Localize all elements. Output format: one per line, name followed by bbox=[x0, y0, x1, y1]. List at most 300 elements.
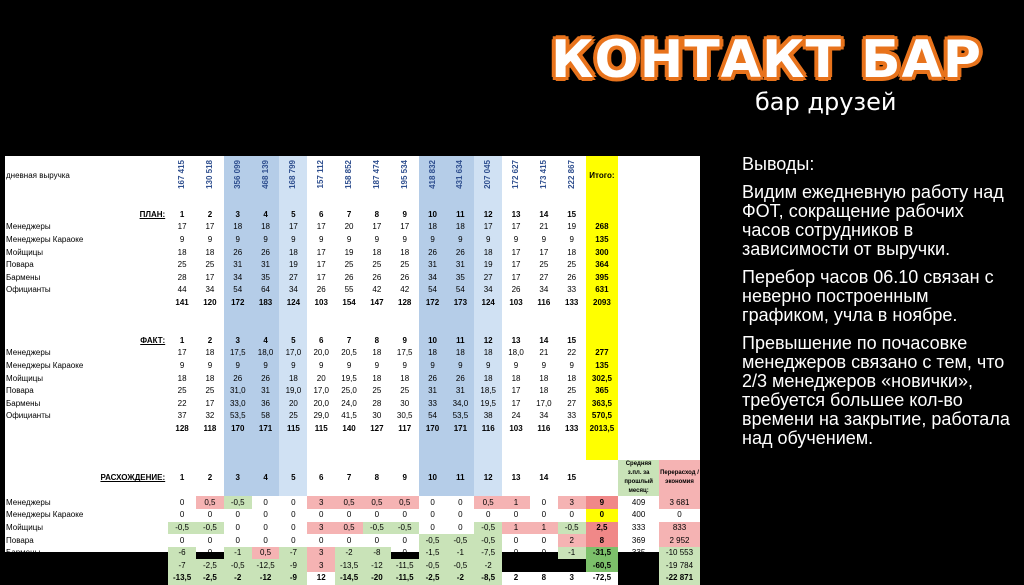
total-cell: 120 bbox=[203, 298, 217, 308]
empty-cell bbox=[224, 196, 252, 209]
value-cell: 35 bbox=[252, 272, 280, 285]
row-total: 0 bbox=[586, 509, 619, 522]
overspend-total: -22 871 bbox=[659, 572, 700, 585]
value-cell: 18 bbox=[511, 373, 521, 383]
row-label: Мойщицы bbox=[6, 247, 44, 257]
day-number: 7 bbox=[346, 473, 352, 483]
day-number: 12 bbox=[474, 209, 502, 222]
value-cell: 17 bbox=[205, 222, 215, 232]
day-number: 1 bbox=[179, 335, 185, 345]
row-label: Повара bbox=[6, 260, 34, 270]
value-cell: 41,5 bbox=[341, 411, 357, 421]
empty-cell bbox=[335, 435, 363, 448]
total-cell: 170 bbox=[224, 423, 252, 436]
fact-section-label: ФАКТ: bbox=[140, 335, 166, 345]
value-cell: 25 bbox=[400, 260, 410, 270]
value-cell: 24 bbox=[511, 411, 521, 421]
empty-cell bbox=[618, 209, 659, 222]
value-cell: 0 bbox=[346, 510, 352, 520]
value-cell: 0 bbox=[541, 560, 547, 570]
empty-cell bbox=[196, 448, 224, 461]
empty-cell bbox=[391, 448, 419, 461]
empty-cell bbox=[474, 448, 502, 461]
empty-cell bbox=[196, 309, 224, 322]
total-cell: 116 bbox=[537, 298, 551, 308]
value-cell: 0 bbox=[179, 535, 185, 545]
empty-cell bbox=[659, 284, 700, 297]
value-cell: 17 bbox=[177, 222, 187, 232]
value-cell: 26 bbox=[252, 372, 280, 385]
empty-cell bbox=[307, 322, 335, 335]
empty-cell bbox=[659, 398, 700, 411]
value-cell: 9 bbox=[374, 361, 380, 371]
row-total: 363,5 bbox=[586, 398, 619, 411]
empty-cell bbox=[168, 448, 196, 461]
empty-cell bbox=[279, 435, 307, 448]
empty-cell bbox=[335, 322, 363, 335]
row-label: Повара bbox=[6, 535, 34, 545]
table-row bbox=[5, 360, 700, 373]
value-cell: 0 bbox=[458, 522, 463, 532]
value-cell: -8 bbox=[363, 547, 391, 560]
row-label: Мойщицы bbox=[6, 522, 44, 532]
empty-cell bbox=[446, 196, 474, 209]
empty-cell bbox=[196, 196, 224, 209]
day-number: 14 bbox=[539, 473, 549, 483]
revenue-value: 356 099 bbox=[232, 159, 242, 189]
value-cell: 17 bbox=[511, 272, 521, 282]
empty-cell bbox=[586, 196, 619, 209]
total-cell: 103 bbox=[509, 298, 523, 308]
value-cell: 19,5 bbox=[341, 373, 357, 383]
value-cell: -0,5 bbox=[446, 559, 474, 572]
value-cell: 9 bbox=[569, 361, 574, 371]
row-total: 2,5 bbox=[586, 522, 619, 535]
value-cell: 31 bbox=[252, 259, 280, 272]
total-cell: 124 bbox=[474, 297, 502, 310]
value-cell: 19,5 bbox=[474, 398, 502, 411]
empty-cell bbox=[279, 322, 307, 335]
total-cell: 103 bbox=[509, 423, 523, 433]
total-cell: 115 bbox=[314, 423, 328, 433]
total-cell: 124 bbox=[279, 297, 307, 310]
day-number: 5 bbox=[279, 460, 307, 496]
empty-cell bbox=[618, 347, 659, 360]
value-cell: 27 bbox=[279, 272, 307, 285]
value-cell: 9 bbox=[474, 360, 502, 373]
overspend-header: Перерасход / экономия bbox=[659, 460, 700, 496]
value-cell: 0 bbox=[291, 535, 296, 545]
day-number: 8 bbox=[374, 209, 380, 219]
day-number: 13 bbox=[511, 473, 521, 483]
value-cell: 0 bbox=[541, 548, 547, 558]
empty-cell bbox=[391, 196, 419, 209]
total-cell: 172 bbox=[224, 297, 252, 310]
value-cell: 0,5 bbox=[474, 496, 502, 509]
value-cell: 18 bbox=[224, 221, 252, 234]
value-cell: 20,0 bbox=[313, 398, 330, 408]
value-cell: 18 bbox=[372, 348, 382, 358]
day-number: 6 bbox=[319, 335, 324, 345]
value-cell: 17 bbox=[539, 247, 549, 257]
value-cell: 0 bbox=[374, 535, 380, 545]
empty-cell bbox=[446, 309, 474, 322]
value-cell: 26 bbox=[419, 246, 447, 259]
value-cell: 1 bbox=[502, 496, 530, 509]
total-cell: 154 bbox=[342, 298, 356, 308]
value-cell: 19 bbox=[344, 247, 354, 257]
day-number: 10 bbox=[419, 209, 447, 222]
value-cell: 17 bbox=[316, 272, 326, 282]
empty-cell bbox=[307, 435, 335, 448]
value-cell: 34 bbox=[539, 285, 549, 295]
empty-cell bbox=[252, 309, 280, 322]
total-cell: 147 bbox=[370, 298, 384, 308]
empty-cell bbox=[279, 196, 307, 209]
empty-cell bbox=[618, 221, 659, 234]
empty-cell bbox=[586, 309, 619, 322]
value-cell: 0 bbox=[430, 497, 435, 507]
value-cell: 17,0 bbox=[536, 398, 552, 408]
empty-cell bbox=[659, 372, 700, 385]
revenue-value: 468 139 bbox=[260, 159, 270, 189]
row-total: 570,5 bbox=[586, 410, 619, 423]
table-row bbox=[5, 259, 700, 272]
value-cell: 0,5 bbox=[391, 496, 419, 509]
value-cell: 25 bbox=[539, 260, 549, 270]
value-cell: 18 bbox=[539, 373, 549, 383]
value-cell: 64 bbox=[252, 284, 280, 297]
revenue-value: 187 474 bbox=[371, 159, 381, 189]
day-number: 8 bbox=[374, 473, 380, 483]
row-label: Официанты bbox=[6, 560, 51, 570]
overspend-value: -19 784 bbox=[659, 559, 700, 572]
value-cell: 17,0 bbox=[313, 386, 330, 396]
value-cell: 34 bbox=[419, 272, 447, 285]
row-label: Менеджеры bbox=[6, 348, 51, 358]
value-cell: 42 bbox=[400, 285, 410, 295]
value-cell: 25 bbox=[372, 260, 382, 270]
value-cell: 18,0 bbox=[252, 347, 280, 360]
empty-cell bbox=[502, 322, 530, 335]
value-cell: 0 bbox=[207, 510, 213, 520]
value-cell: -2 bbox=[335, 547, 363, 560]
value-cell: 0 bbox=[485, 510, 491, 520]
value-cell: 19 bbox=[279, 259, 307, 272]
revenue-value: 168 799 bbox=[288, 159, 298, 189]
conclusion-3: Превышение по почасовке менеджеров связано с тем, что 2/3 менеджеров «новички», требуется большее кол-во времени на закрытие, работала над обучением. bbox=[742, 333, 1010, 448]
row-total: 300 bbox=[586, 246, 619, 259]
avg-salary: 333 bbox=[631, 522, 646, 532]
value-cell: 54 bbox=[224, 284, 252, 297]
empty-cell bbox=[307, 196, 335, 209]
total-cell: 127 bbox=[370, 423, 384, 433]
value-cell: 17 bbox=[511, 247, 521, 257]
empty-cell bbox=[558, 435, 586, 448]
value-cell: 18 bbox=[205, 348, 215, 358]
value-cell: 3 bbox=[558, 496, 586, 509]
empty-cell bbox=[307, 448, 335, 461]
value-cell: 34 bbox=[279, 284, 307, 297]
value-cell: 17 bbox=[474, 221, 502, 234]
overspend-value: 3 681 bbox=[659, 496, 700, 509]
row-total: 277 bbox=[586, 347, 619, 360]
value-cell: 0 bbox=[263, 497, 268, 507]
value-cell: 0 bbox=[179, 497, 185, 507]
value-cell: 20,5 bbox=[341, 348, 357, 358]
empty-cell bbox=[279, 309, 307, 322]
empty-cell bbox=[618, 385, 659, 398]
value-cell: 18 bbox=[177, 247, 187, 257]
value-cell: 17 bbox=[372, 222, 382, 232]
row-label: Повара bbox=[6, 386, 34, 396]
value-cell: 19 bbox=[474, 259, 502, 272]
day-number: 10 bbox=[419, 335, 447, 348]
avg-salary-header: Средняя з.пл. за прошлый месяц: bbox=[618, 460, 659, 496]
total-cell: 118 bbox=[203, 423, 217, 433]
value-cell: 3 bbox=[307, 496, 335, 509]
value-cell: 21 bbox=[539, 348, 549, 358]
total-cell: 171 bbox=[252, 423, 280, 436]
value-cell: 0 bbox=[207, 535, 213, 545]
empty-cell bbox=[659, 309, 700, 322]
value-cell: 3 bbox=[307, 522, 335, 535]
row-total: -60,5 bbox=[586, 559, 619, 572]
value-cell: 0 bbox=[541, 535, 547, 545]
value-cell: 34 bbox=[205, 285, 215, 295]
row-label: Официанты bbox=[6, 285, 51, 295]
total-cell: 103 bbox=[314, 298, 328, 308]
empty-cell bbox=[586, 448, 619, 461]
value-cell: 9 bbox=[474, 234, 502, 247]
value-cell: 0,5 bbox=[335, 496, 363, 509]
value-cell: 26 bbox=[446, 372, 474, 385]
value-cell: 0 bbox=[541, 497, 547, 507]
table-row bbox=[5, 398, 700, 411]
empty-cell bbox=[659, 385, 700, 398]
value-cell: 31 bbox=[419, 385, 447, 398]
day-number: 1 bbox=[179, 209, 185, 219]
total-cell: 183 bbox=[252, 297, 280, 310]
value-cell: 17,0 bbox=[279, 347, 307, 360]
day-number: 10 bbox=[419, 460, 447, 496]
empty-cell bbox=[618, 448, 659, 461]
value-cell: 9 bbox=[207, 235, 213, 245]
overspend-value: 2 952 bbox=[659, 534, 700, 547]
value-cell: 17 bbox=[511, 222, 521, 232]
revenue-label: дневная выручка bbox=[6, 171, 70, 180]
value-cell: 26 bbox=[372, 272, 382, 282]
value-cell: 9 bbox=[252, 360, 280, 373]
revenue-value: 130 518 bbox=[204, 159, 214, 189]
total-cell: 12 bbox=[307, 572, 335, 585]
value-cell: 0 bbox=[402, 510, 407, 520]
empty-cell bbox=[618, 398, 659, 411]
value-cell: -0,5 bbox=[419, 534, 447, 547]
empty-cell bbox=[618, 360, 659, 373]
empty-cell bbox=[446, 448, 474, 461]
fact-totals-row bbox=[5, 423, 700, 436]
value-cell: 0 bbox=[402, 535, 407, 545]
revenue-cell bbox=[502, 156, 530, 196]
value-cell: 17,5 bbox=[396, 348, 413, 358]
value-cell: 36 bbox=[252, 398, 280, 411]
empty-cell bbox=[586, 322, 619, 335]
value-cell: 54 bbox=[419, 410, 447, 423]
row-total: 268 bbox=[586, 221, 619, 234]
day-number: 15 bbox=[567, 473, 577, 483]
empty-cell bbox=[530, 448, 558, 461]
total-cell: -9 bbox=[279, 572, 307, 585]
value-cell: 27 bbox=[474, 272, 502, 285]
value-cell: 26 bbox=[316, 285, 326, 295]
table-row bbox=[5, 347, 700, 360]
value-cell: 22 bbox=[177, 398, 187, 408]
day-number: 9 bbox=[402, 473, 407, 483]
value-cell: 33 bbox=[567, 411, 577, 421]
value-cell: 18 bbox=[205, 373, 215, 383]
empty-cell bbox=[502, 448, 530, 461]
value-cell: 19,0 bbox=[279, 385, 307, 398]
value-cell: 0 bbox=[430, 510, 435, 520]
value-cell: 38 bbox=[474, 410, 502, 423]
value-cell: -1 bbox=[224, 547, 252, 560]
empty-cell bbox=[168, 322, 196, 335]
value-cell: 17,5 bbox=[224, 347, 252, 360]
revenue-cell bbox=[168, 156, 196, 196]
empty-cell bbox=[659, 297, 700, 310]
total-cell: -2,5 bbox=[196, 572, 224, 585]
total-cell: -2 bbox=[224, 572, 252, 585]
empty-cell bbox=[618, 372, 659, 385]
empty-cell bbox=[5, 435, 168, 448]
table-row bbox=[5, 221, 700, 234]
day-number: 14 bbox=[539, 335, 549, 345]
row-total: 9 bbox=[586, 496, 619, 509]
value-cell: 9 bbox=[419, 360, 447, 373]
value-cell: 0 bbox=[319, 510, 324, 520]
value-cell: 18 bbox=[205, 247, 215, 257]
total-cell: 133 bbox=[565, 423, 579, 433]
logo-tagline: бар друзей bbox=[755, 88, 897, 116]
day-number: 6 bbox=[319, 473, 324, 483]
value-cell: 26 bbox=[224, 372, 252, 385]
value-cell: 0 bbox=[179, 510, 185, 520]
value-cell: -2 bbox=[474, 559, 502, 572]
spacer-row bbox=[5, 322, 700, 335]
value-cell: 9 bbox=[179, 235, 185, 245]
empty-cell bbox=[363, 322, 391, 335]
value-cell: 18 bbox=[177, 373, 187, 383]
row-total: 395 bbox=[586, 272, 619, 285]
total-cell: 128 bbox=[175, 423, 189, 433]
value-cell: 26 bbox=[344, 272, 354, 282]
value-cell: 31,0 bbox=[224, 385, 252, 398]
empty-cell bbox=[618, 156, 659, 196]
value-cell: 0 bbox=[513, 510, 519, 520]
table-row bbox=[5, 509, 700, 522]
value-cell: 0,5 bbox=[363, 496, 391, 509]
value-cell: 0 bbox=[513, 560, 519, 570]
empty-cell bbox=[558, 322, 586, 335]
empty-cell bbox=[618, 309, 659, 322]
value-cell: 35 bbox=[446, 272, 474, 285]
empty-cell bbox=[196, 435, 224, 448]
value-cell: 18 bbox=[400, 247, 410, 257]
value-cell: 17 bbox=[205, 398, 215, 408]
total-cell: 140 bbox=[342, 423, 356, 433]
value-cell: 25 bbox=[177, 260, 187, 270]
day-number: 4 bbox=[252, 335, 280, 348]
value-cell: 22 bbox=[567, 348, 577, 358]
day-number: 3 bbox=[224, 335, 252, 348]
day-number: 5 bbox=[279, 335, 307, 348]
value-cell: 20,0 bbox=[313, 348, 330, 358]
empty-cell bbox=[391, 322, 419, 335]
value-cell: 20 bbox=[344, 222, 354, 232]
revenue-cell bbox=[363, 156, 391, 196]
total-cell: 128 bbox=[398, 298, 412, 308]
empty-cell bbox=[363, 435, 391, 448]
value-cell: 54 bbox=[419, 284, 447, 297]
empty-cell bbox=[530, 322, 558, 335]
value-cell: 9 bbox=[541, 235, 547, 245]
value-cell: 17 bbox=[316, 222, 326, 232]
avg-salary: 409 bbox=[631, 497, 646, 507]
revenue-cell bbox=[252, 156, 280, 196]
value-cell: -1,5 bbox=[419, 547, 447, 560]
empty-cell bbox=[618, 234, 659, 247]
value-cell: 0 bbox=[291, 497, 296, 507]
spreadsheet bbox=[5, 156, 700, 583]
empty-cell bbox=[530, 435, 558, 448]
value-cell: 18 bbox=[539, 386, 549, 396]
empty-cell bbox=[252, 435, 280, 448]
revenue-cell bbox=[530, 156, 558, 196]
value-cell: 0 bbox=[263, 522, 268, 532]
total-cell: 3 bbox=[558, 572, 586, 585]
spacer-row bbox=[5, 309, 700, 322]
empty-cell bbox=[419, 435, 447, 448]
empty-cell bbox=[618, 246, 659, 259]
value-cell: 25 bbox=[205, 260, 215, 270]
row-total: 364 bbox=[586, 259, 619, 272]
value-cell: 26 bbox=[446, 246, 474, 259]
empty-cell bbox=[5, 322, 168, 335]
value-cell: 18,5 bbox=[474, 385, 502, 398]
empty-cell bbox=[5, 423, 168, 436]
value-cell: 20 bbox=[316, 373, 326, 383]
empty-cell bbox=[502, 309, 530, 322]
row-label: Менеджеры Караоке bbox=[6, 361, 84, 371]
value-cell: 27 bbox=[539, 272, 549, 282]
empty-cell bbox=[659, 246, 700, 259]
value-cell: 28 bbox=[372, 398, 382, 408]
total-cell: 141 bbox=[175, 298, 189, 308]
overspend-value: -10 553 bbox=[659, 547, 700, 560]
empty-cell bbox=[558, 448, 586, 461]
value-cell: 3 bbox=[307, 547, 335, 560]
empty-cell bbox=[419, 448, 447, 461]
empty-cell bbox=[659, 423, 700, 436]
value-cell: 9 bbox=[513, 361, 519, 371]
row-label: Менеджеры bbox=[6, 222, 51, 232]
value-cell: 9 bbox=[279, 234, 307, 247]
value-cell: -12 bbox=[363, 559, 391, 572]
value-cell: 17 bbox=[205, 272, 215, 282]
value-cell: 33 bbox=[419, 398, 447, 411]
empty-cell bbox=[659, 448, 700, 461]
